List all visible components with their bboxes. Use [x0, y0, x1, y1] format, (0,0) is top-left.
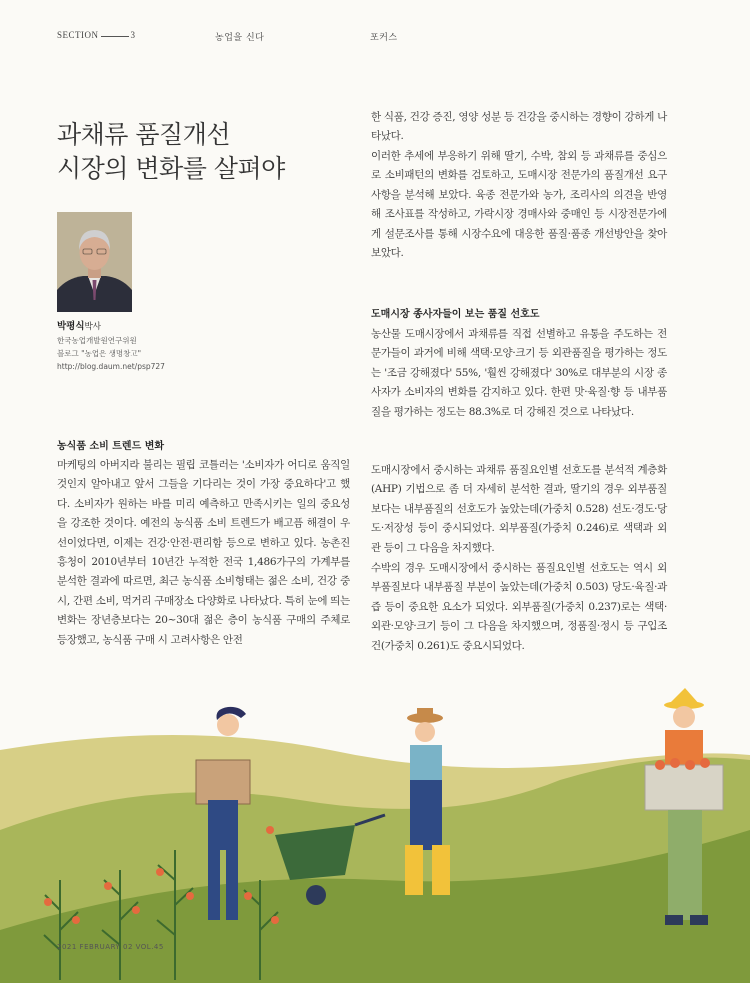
section-label [57, 30, 136, 40]
right-paragraph-4: 도매시장에서 중시하는 과채류 품질요인별 선호도를 분석적 계층화(AHP) 기법으로 좀 더 자세히 분석한 결과, 딸기의 경우 외부품질보다는 내부품질의 선호도가 높았는데(가중치 0.528) 선도·경도·당도·저장성 등이 중시되었다. 외부품질(가중치 0.246)로 색택과 외관 등이 그 다음을 차지했다. [371, 464, 667, 554]
header-column: 포커스 [370, 33, 398, 43]
right-paragraph-3: 농산물 도매시장에서 과채류를 직접 선별하고 유통을 주도하는 전문가들이 과거에 비해 색택·모양·크기 등 외관품질을 평가하는 정도는 '조금 강해졌다' 55%, '훨씬 강해졌다' 30%로 대부분의 시장 종사자가 소비자의 변화를 감지하고 있다. 한편 맛·육질·향 등 내부품질을 평가하는 정도는 88.3%로 더 강해진 것으로 나타났다. [371, 328, 667, 418]
header-category: 농업을 신다 [215, 33, 265, 43]
author-photo [57, 212, 132, 312]
section-rule [101, 36, 129, 37]
author-url: http://blog.daum.net/psp727 [57, 362, 165, 371]
section-text: SECTION [57, 30, 99, 40]
farm-illustration [0, 680, 750, 983]
article-title [57, 118, 285, 186]
left-paragraph: 마케팅의 아버지라 불리는 필립 코틀러는 '소비자가 어디로 움직일 것인지 알아내고 앞서 그들을 기다리는 것이 가장 중요하다'고 했다. 소비자가 원하는 바를 미리 예측하고 만족시키는 일의 중요성을 강조한 것이다. 예전의 농식품 소비 트렌드가 배고픔 해결이 우선이었다면, 이제는 건강·안전·편리함 등으로 변하고 있다. 농촌진흥청이 2010년부터 10년간 누적한 전국 1,486가구의 가계부를 분석한 결과에 따르면, 최근 농식품 소비형태는 젊은 소비, 건강 중시, 간편 소비, 먹거리 구매장소 다양화로 나타났다. 특히 눈에 띄는 변화는 장년층보다는 20~30대 젊은 층이 농식품 구매의 주체로 등장했고, 농식품 구매 시 고려사항은 안전 [57, 459, 350, 646]
right-subheading: 도매시장 종사자들이 보는 품질 선호도 [371, 309, 540, 320]
author-name-line [57, 320, 165, 334]
author-portrait-image [57, 212, 132, 312]
right-paragraph-2: 이러한 추세에 부응하기 위해 딸기, 수박, 참외 등 과채류를 중심으로 소비패턴의 변화를 검토하고, 도매시장 전문가의 품질개선 요구사항을 분석해 보았다. 육종 전문가와 농가, 조리사의 의견을 반영해 조사표를 작성하고, 가락시장 경매사와 중매인 등 시장전문가에게 설문조사를 통해 시장수요에 대응한 품질·품종 개선방안을 찾아보았다. [371, 150, 667, 260]
author-blog: 블로그 "농업은 생명창고" [57, 349, 142, 358]
author-info [57, 320, 165, 373]
right-paragraph-5: 수박의 경우 도매시장에서 중시하는 품질요인별 선호도는 역시 외부품질보다 내부품질 부분이 높았는데(가중치 0.503) 당도·육질·과즙 등이 중요한 요소가 되었다. 외부품질(가중치 0.237)로는 색택·외관·모양·크기 등이 그 다음을 차지했으며, 정품질·정시 등 구입조건(가중치 0.261)도 중요시되었다. [371, 562, 667, 652]
author-affiliation: 한국농업개발원연구위원 [57, 336, 137, 345]
page-footer: 2021 FEBRUARY 02 VOL.45 [57, 943, 164, 951]
section-number: 3 [130, 30, 136, 40]
author-title: 박사 [84, 322, 101, 332]
right-paragraph-1: 한 식품, 건강 증진, 영양 성분 등 건강을 중시하는 경향이 강하게 나타났다. [371, 111, 667, 143]
left-subheading: 농식품 소비 트렌드 변화 [57, 441, 165, 452]
title-line-2: 시장의 변화를 살펴야 [57, 154, 285, 183]
author-name: 박평식 [57, 321, 85, 332]
title-line-1: 과채류 품질개선 [57, 120, 230, 149]
